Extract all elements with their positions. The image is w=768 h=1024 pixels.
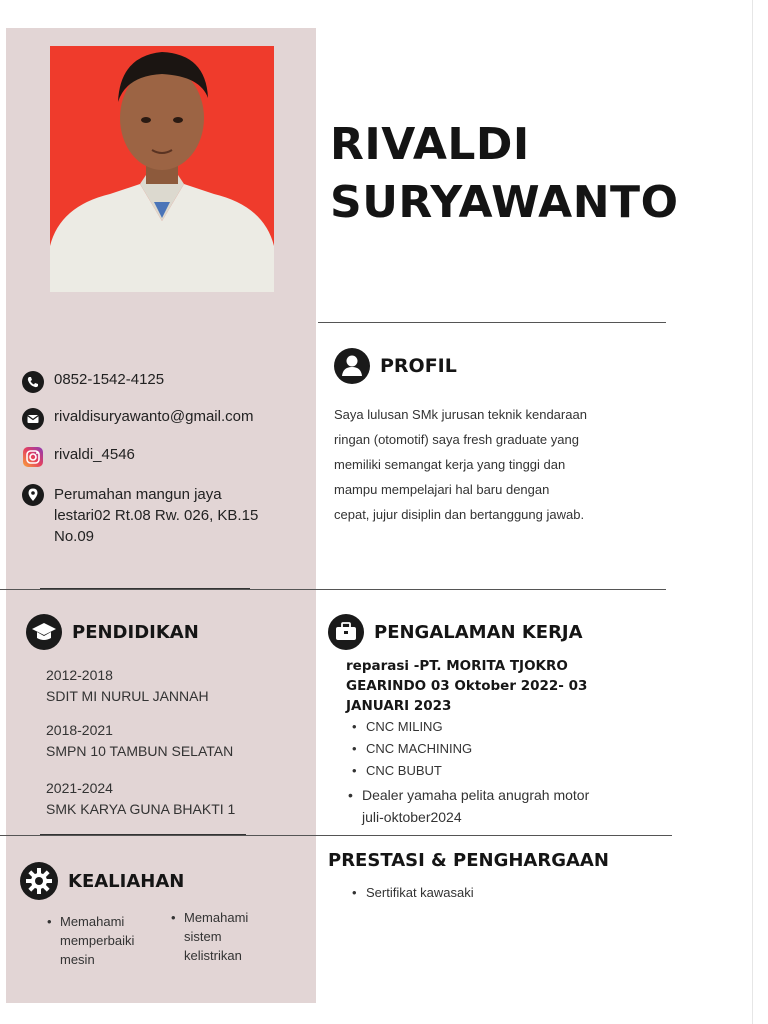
edu-years: 2021-2024 — [46, 780, 113, 796]
job-line-1: reparasi -PT. MORITA TJOKRO — [346, 658, 568, 674]
phone-icon — [22, 371, 44, 393]
location-icon — [22, 484, 44, 506]
skill-item-1 — [60, 912, 170, 969]
address-text — [54, 484, 294, 547]
name-line-1: RIVALDI — [330, 119, 530, 170]
list-item: • CNC BUBUT — [350, 760, 472, 782]
extra-line-1: • Dealer yamaha pelita anugrah motor — [362, 787, 590, 803]
divider-top — [318, 322, 666, 323]
graduation-cap-icon — [26, 614, 62, 650]
prestasi-title: PRESTASI & PENGHARGAAN — [328, 850, 609, 871]
page-edge — [752, 0, 753, 1024]
job-title — [346, 656, 646, 716]
edu-item-2 — [46, 720, 233, 762]
contact-instagram — [22, 446, 135, 468]
contact-phone — [22, 371, 164, 393]
edu-years: 2018-2021 — [46, 722, 113, 738]
profile-photo — [50, 46, 274, 292]
contact-email — [22, 408, 253, 430]
pengalaman-heading — [328, 614, 583, 650]
user-icon — [334, 348, 370, 384]
name-line-2: SURYAWANTO — [330, 177, 679, 228]
list-item: • CNC MACHINING — [350, 738, 472, 760]
profil-heading — [334, 348, 457, 384]
divider-lower — [0, 835, 672, 836]
keahlian-title: KEALIAHAN — [68, 870, 185, 892]
job-extra-list — [346, 784, 589, 828]
skill2-line-2: sistem — [184, 929, 222, 944]
list-item: • Sertifikat kawasaki — [350, 882, 474, 904]
prestasi-heading — [328, 850, 609, 871]
phone-text: 0852-1542-4125 — [54, 371, 165, 388]
divider-middle — [0, 589, 666, 590]
profil-line-4: mampu mempelajari hal baru dengan — [334, 482, 550, 497]
pendidikan-heading — [26, 614, 199, 650]
skill1-line-3: mesin — [60, 952, 95, 967]
keahlian-heading — [20, 862, 184, 900]
profil-line-2: ringan (otomotif) saya fresh graduate yang — [334, 432, 579, 447]
pendidikan-title: PENDIDIKAN — [72, 621, 199, 643]
profil-title: PROFIL — [380, 355, 457, 377]
edu-school: SDIT MI NURUL JANNAH — [46, 688, 209, 704]
instagram-icon — [22, 446, 44, 468]
gear-icon — [20, 862, 58, 900]
profil-description — [334, 402, 664, 527]
email-icon — [22, 408, 44, 430]
skill-item-2 — [184, 908, 294, 965]
edu-school: SMK KARYA GUNA BHAKTI 1 — [46, 801, 236, 817]
list-item — [346, 784, 589, 828]
job-tasks-list — [350, 716, 472, 782]
address-line-1: Perumahan mangun jaya — [54, 486, 222, 503]
skill1-line-1: • Memahami — [60, 914, 125, 929]
edu-school: SMPN 10 TAMBUN SELATAN — [46, 743, 234, 759]
profil-line-1: Saya lulusan SMk jurusan teknik kendaraan — [334, 407, 587, 422]
portrait-image — [50, 46, 274, 292]
address-line-2: lestari02 Rt.08 Rw. 026, KB.15 — [54, 507, 259, 524]
pengalaman-title: PENGALAMAN KERJA — [374, 621, 583, 643]
list-item: • CNC MILING — [350, 716, 472, 738]
prestasi-list — [350, 882, 474, 904]
briefcase-icon — [328, 614, 364, 650]
job-line-2: GEARINDO 03 Oktober 2022- 03 — [346, 678, 588, 694]
address-line-3: No.09 — [54, 528, 95, 545]
skill2-line-3: kelistrikan — [184, 948, 242, 963]
extra-line-2: juli-oktober2024 — [362, 809, 462, 825]
edu-item-3 — [46, 778, 235, 820]
skill1-line-2: memperbaiki — [60, 933, 135, 948]
profil-line-5: cepat, jujur disiplin dan bertanggung jawab. — [334, 507, 585, 522]
profil-line-3: memiliki semangat kerja yang tinggi dan — [334, 457, 566, 472]
full-name — [330, 116, 678, 232]
email-text: rivaldisuryawanto@gmail.com — [54, 408, 254, 425]
job-line-3: JANUARI 2023 — [346, 698, 452, 714]
edu-item-1 — [46, 665, 209, 707]
contact-address — [22, 484, 294, 547]
edu-years: 2012-2018 — [46, 667, 113, 683]
skill2-line-1: • Memahami — [184, 910, 249, 925]
instagram-text: rivaldi_4546 — [54, 446, 135, 463]
